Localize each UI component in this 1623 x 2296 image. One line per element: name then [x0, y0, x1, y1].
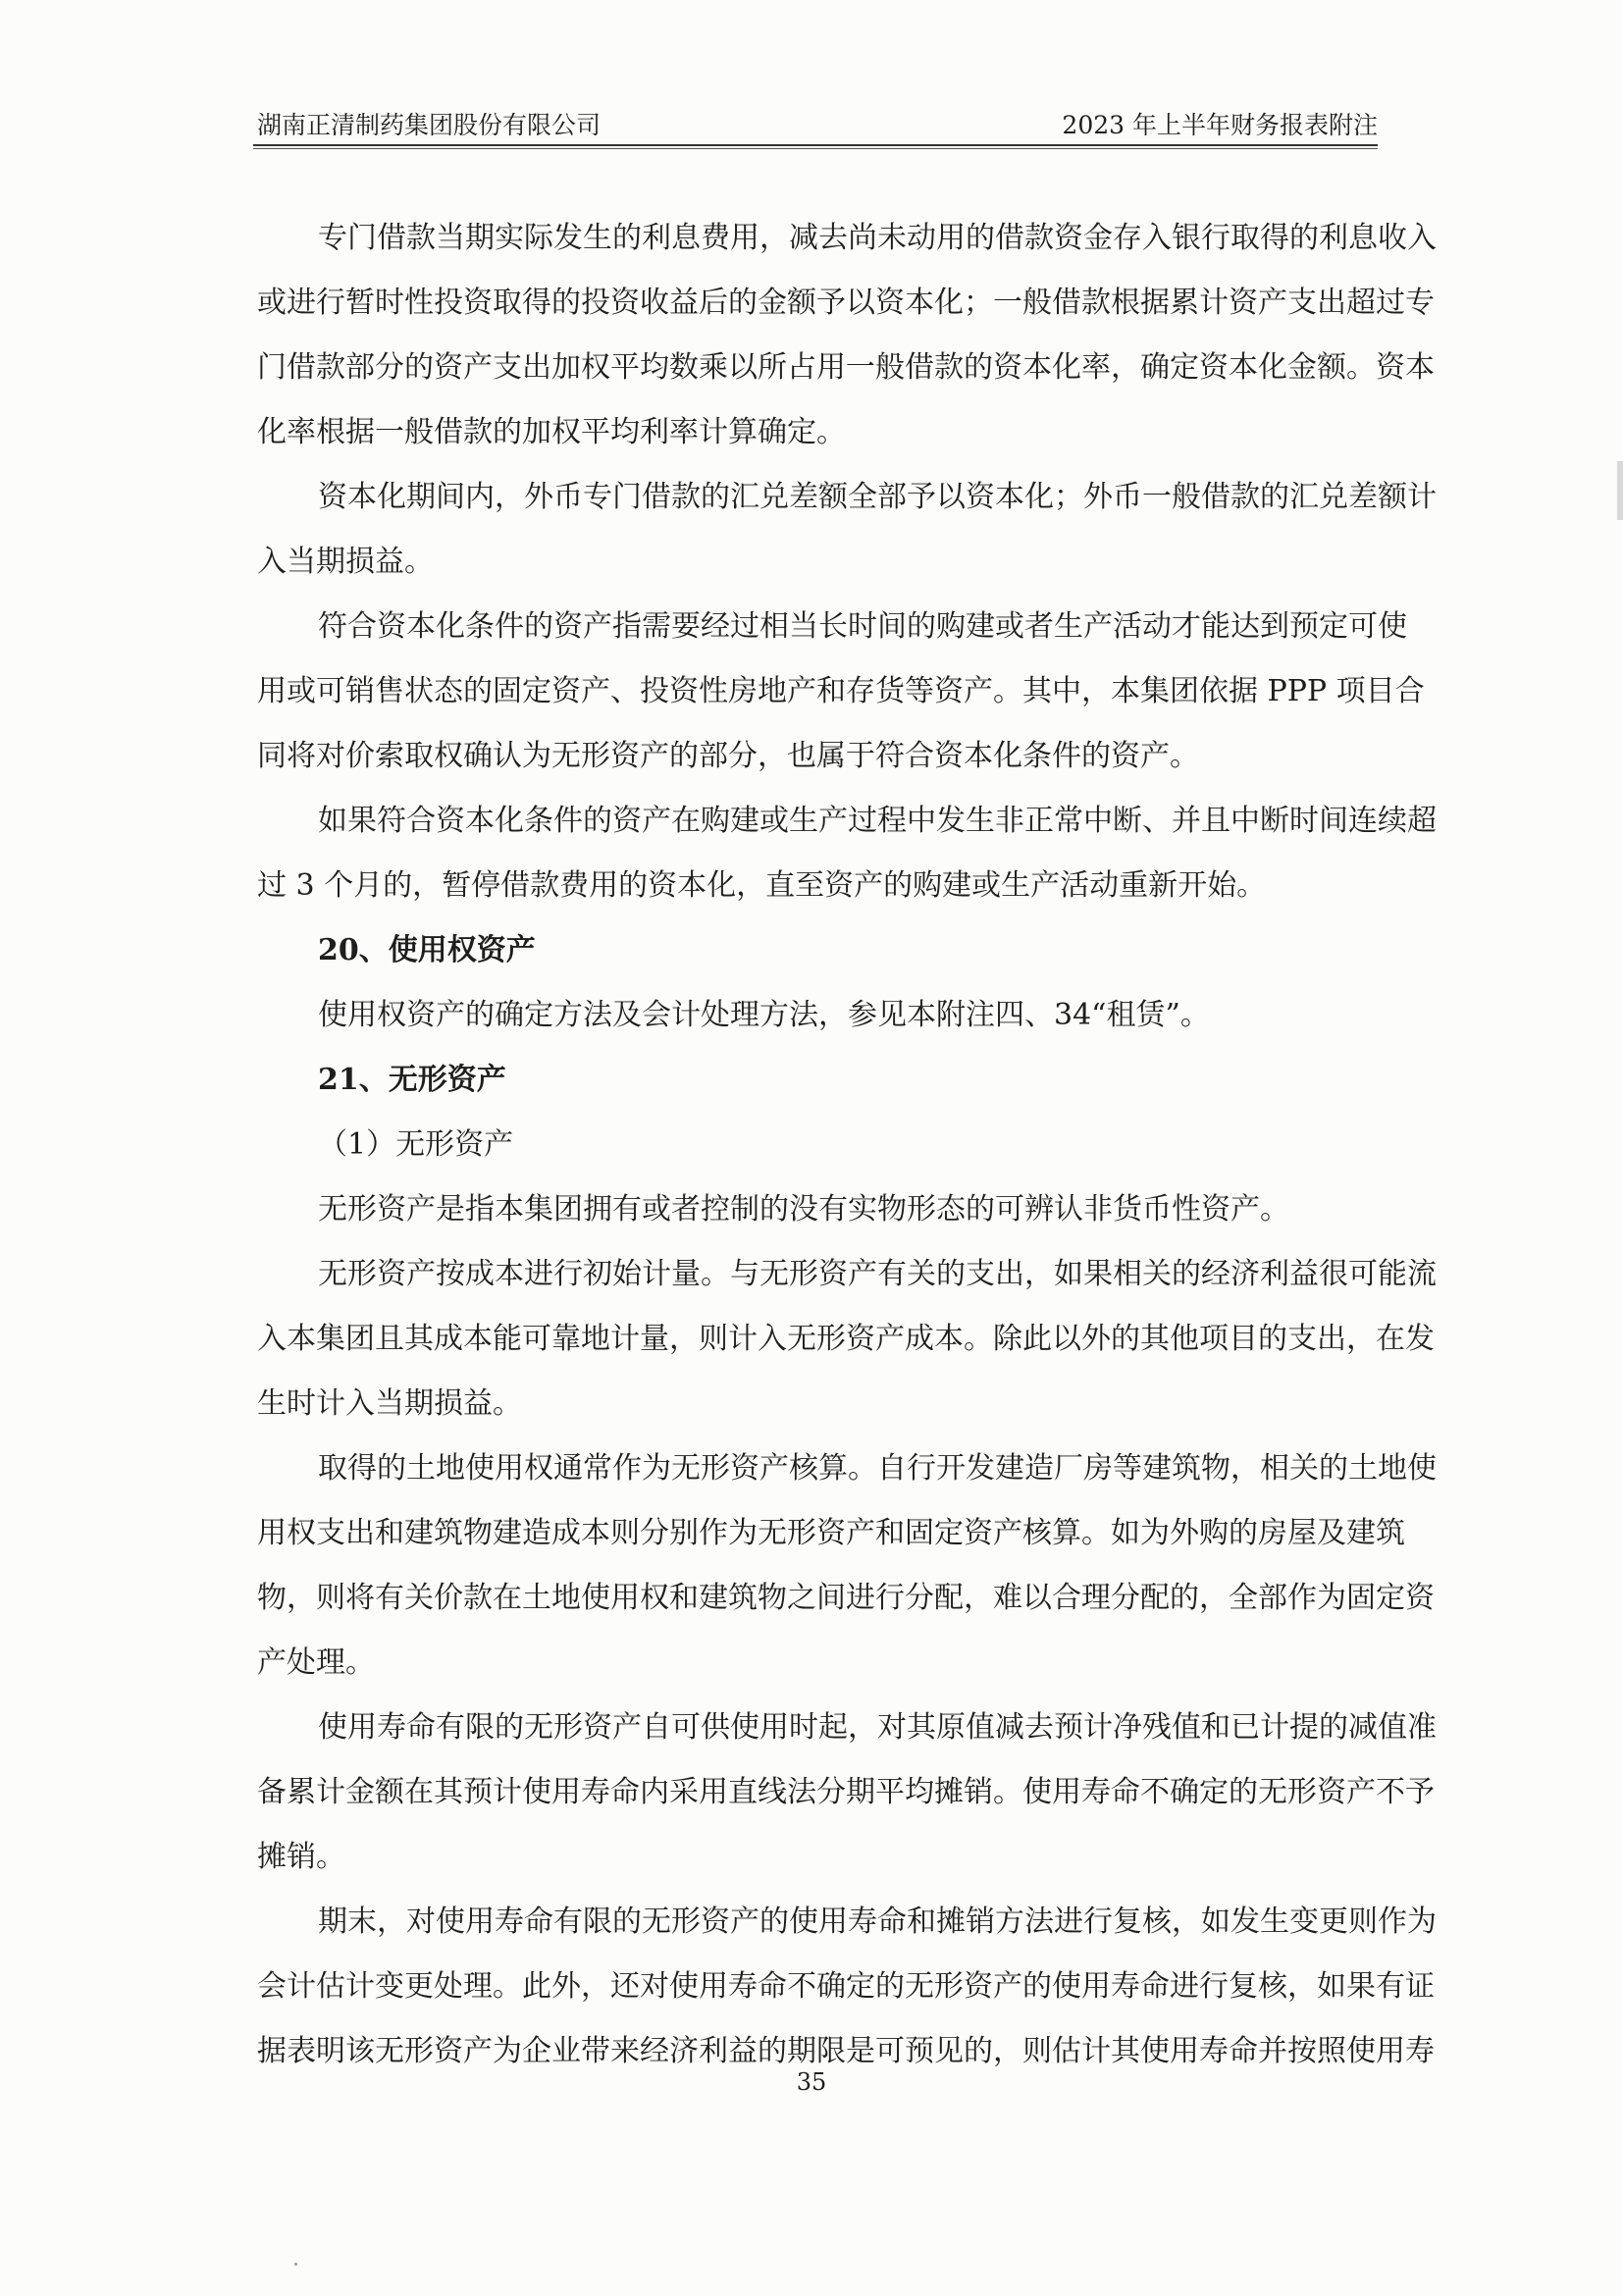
- text-line: 期末，对使用寿命有限的无形资产的使用寿命和摊销方法进行复核，如发生变更则作为: [318, 1905, 1437, 1939]
- text-line: 使用寿命有限的无形资产自可供使用时起，对其原值减去预计净残值和已计提的减值准: [318, 1710, 1437, 1745]
- text-line: 符合资本化条件的资产指需要经过相当长时间的购建或者生产活动才能达到预定可使: [318, 609, 1407, 644]
- text-line: 无形资产按成本进行初始计量。与无形资产有关的支出，如果相关的经济利益很可能流: [318, 1257, 1437, 1291]
- header-company: 湖南正清制药集团股份有限公司: [257, 111, 602, 139]
- text-line: 专门借款当期实际发生的利息费用，减去尚未动用的借款资金存入银行取得的利息收入: [318, 221, 1437, 255]
- text-line: 无形资产是指本集团拥有或者控制的没有实物形态的可辨认非货币性资产。: [318, 1192, 1289, 1226]
- text-line: 摊销。: [257, 1840, 345, 1874]
- text-line: 入当期损益。: [257, 545, 434, 579]
- text-line: 资本化期间内，外币专门借款的汇兑差额全部予以资本化；外币一般借款的汇兑差额计: [318, 480, 1437, 514]
- text-line: 产处理。: [257, 1645, 375, 1680]
- text-line: 用权支出和建筑物建造成本则分别作为无形资产和固定资产核算。如为外购的房屋及建筑: [257, 1516, 1405, 1550]
- text-line: 取得的土地使用权通常作为无形资产核算。自行开发建造厂房等建筑物，相关的土地使: [318, 1451, 1437, 1486]
- text-line: 据表明该无形资产为企业带来经济利益的期限是可预见的，则估计其使用寿命并按照使用寿: [257, 2034, 1435, 2068]
- text-line: 或进行暂时性投资取得的投资收益后的金额予以资本化；一般借款根据累计资产支出超过专: [257, 286, 1435, 320]
- section-heading: 20、使用权资产: [318, 933, 536, 967]
- text-line: 备累计金额在其预计使用寿命内采用直线法分期平均摊销。使用寿命不确定的无形资产不予: [257, 1775, 1435, 1809]
- text-line: 同将对价索取权确认为无形资产的部分，也属于符合资本化条件的资产。: [257, 739, 1199, 773]
- text-line: 会计估计变更处理。此外，还对使用寿命不确定的无形资产的使用寿命进行复核，如果有证: [257, 1969, 1435, 2004]
- text-line: 过 3 个月的，暂停借款费用的资本化，直至资产的购建或生产活动重新开始。: [257, 868, 1267, 903]
- text-line: 入本集团且其成本能可靠地计量，则计入无形资产成本。除此以外的其他项目的支出，在发: [257, 1322, 1435, 1356]
- text-line: 物，则将有关价款在土地使用权和建筑物之间进行分配，难以合理分配的，全部作为固定资: [257, 1581, 1435, 1615]
- header-rule: [253, 144, 1378, 146]
- text-line: 使用权资产的确定方法及会计处理方法，参见本附注四、34“租赁”。: [318, 998, 1210, 1032]
- header-doc-title: 2023 年上半年财务报表附注: [1062, 111, 1378, 139]
- text-line: 门借款部分的资产支出加权平均数乘以所占用一般借款的资本化率，确定资本化金额。资本: [257, 350, 1435, 385]
- header-rule-thin: [253, 148, 1378, 149]
- body-text: [257, 206, 1437, 2084]
- text-line: 如果符合资本化条件的资产在购建或生产过程中发生非正常中断、并且中断时间连续超: [318, 804, 1437, 838]
- text-line: 用或可销售状态的固定资产、投资性房地产和存货等资产。其中，本集团依据 PPP 项目合: [257, 674, 1425, 708]
- section-heading: 21、无形资产: [318, 1063, 506, 1097]
- text-line: 生时计入当期损益。: [257, 1386, 522, 1421]
- scan-speck: [294, 2263, 297, 2266]
- subsection-heading: （1）无形资产: [318, 1127, 514, 1162]
- scan-edge-mark: [1617, 461, 1623, 520]
- text-line: 化率根据一般借款的加权平均利率计算确定。: [257, 415, 846, 449]
- page-number: 35: [796, 2068, 827, 2096]
